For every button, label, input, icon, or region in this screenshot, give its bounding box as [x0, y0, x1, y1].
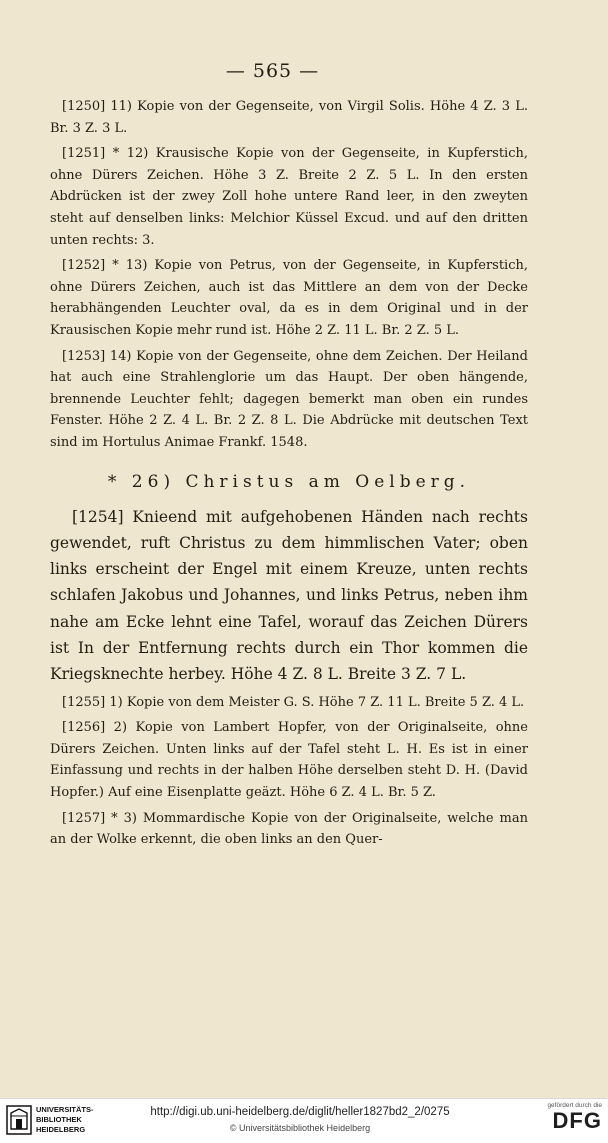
section-heading: * 26) Christus am Oelberg.: [107, 471, 471, 492]
entry-1250: [1250] 11) Kopie von der Gegenseite, von Virgil Solis. Höhe 4 Z. 3 L. Br. 3 Z. 3 L.: [50, 99, 528, 136]
entry-1254: [1254] Knieend mit aufgehobenen Händen nach rechts gewendet, ruft Christus zu dem himmlischen Vater; oben links erscheint der Engel mit einem Kreuze, unten rechts schlafen Jakobus und Johannes, und links Petrus, neben ihm nahe am Ecke lehnt eine Tafel, worauf das Zeichen Dürers ist In der Entfernung rechts durch ein Thor kommen die Kriegsknechte herbey. Höhe 4 Z. 8 L. Breite 3 Z. 7 L.: [50, 507, 528, 684]
library-logo[interactable]: [6, 1105, 126, 1137]
dfg-logo-icon: DFG: [552, 1108, 602, 1133]
library-line: BIBLIOTHEK: [36, 1115, 82, 1124]
entry-1255: [1255] 1) Kopie von dem Meister G. S. Höhe 7 Z. 11 L. Breite 5 Z. 4 L.: [62, 694, 525, 710]
entry-1251: [1251] * 12) Krausische Kopie von der Gegenseite, in Kupferstich, ohne Dürers Zeichen. Höhe 3 Z. Breite 2 Z. 5 L. In den ersten Abdrücken ist der zwey Zoll hohe untere Rand leer, in den zweyten steht auf denselben links: Melchior Küssel Excud. und auf den dritten unten rechts: 3.: [50, 146, 528, 248]
funding-label: gefördert durch die: [547, 1102, 602, 1109]
copyright-notice: © Universitätsbibliothek Heidelberg: [229, 1123, 371, 1133]
entry-1252: [1252] * 13) Kopie von Petrus, von der Gegenseite, in Kupferstich, ohne Dürers Zeichen, auch ist das Mittlere an dem von der Decke herabhängenden Leuchter oval, da es in dem Original und in der Krausischen Kopie mehr rund ist. Höhe 2 Z. 11 L. Br. 2 Z. 5 L.: [50, 258, 528, 338]
library-line: UNIVERSITÄTS-: [36, 1105, 94, 1114]
library-line: HEIDELBERG: [36, 1125, 86, 1134]
entry-1253: [1253] 14) Kopie von der Gegenseite, ohne dem Zeichen. Der Heiland hat auch eine Strahlenglorie um das Haupt. Der oben hängende, brennende Leuchter fehlt; dagegen bemerkt man oben ein rundes Fenster. Höhe 2 Z. 4 L. Br. 2 Z. 8 L. Die Abdrücke mit deutschen Text sind im Hortulus Animae Frankf. 1548.: [50, 348, 528, 450]
footer-bar: [0, 1098, 608, 1143]
page-number: — 565 —: [225, 60, 320, 82]
library-name: [36, 1105, 94, 1135]
entry-1256: [1256] 2) Kopie von Lambert Hopfer, von der Originalseite, ohne Dürers Zeichen. Unten links auf der Tafel steht L. H. Es ist in einer Einfassung und rechts in der halben Höhe derselben steht D. H. (David Hopfer.) Auf eine Eisenplatte geäzt. Höhe 6 Z. 4 L. Br. 5 Z.: [50, 720, 528, 800]
heidelberg-university-library-logo-icon: [6, 1105, 32, 1135]
source-url-link[interactable]: http://digi.ub.uni-heidelberg.de/diglit/heller1827bd2_2/0275: [150, 1106, 450, 1118]
text-block: [50, 96, 528, 855]
entry-1257: [1257] * 3) Mommardische Kopie von der Originalseite, welche man an der Wolke erkennt, die oben links an den Quer-: [50, 810, 528, 848]
dfg-logo[interactable]: [526, 1102, 602, 1140]
